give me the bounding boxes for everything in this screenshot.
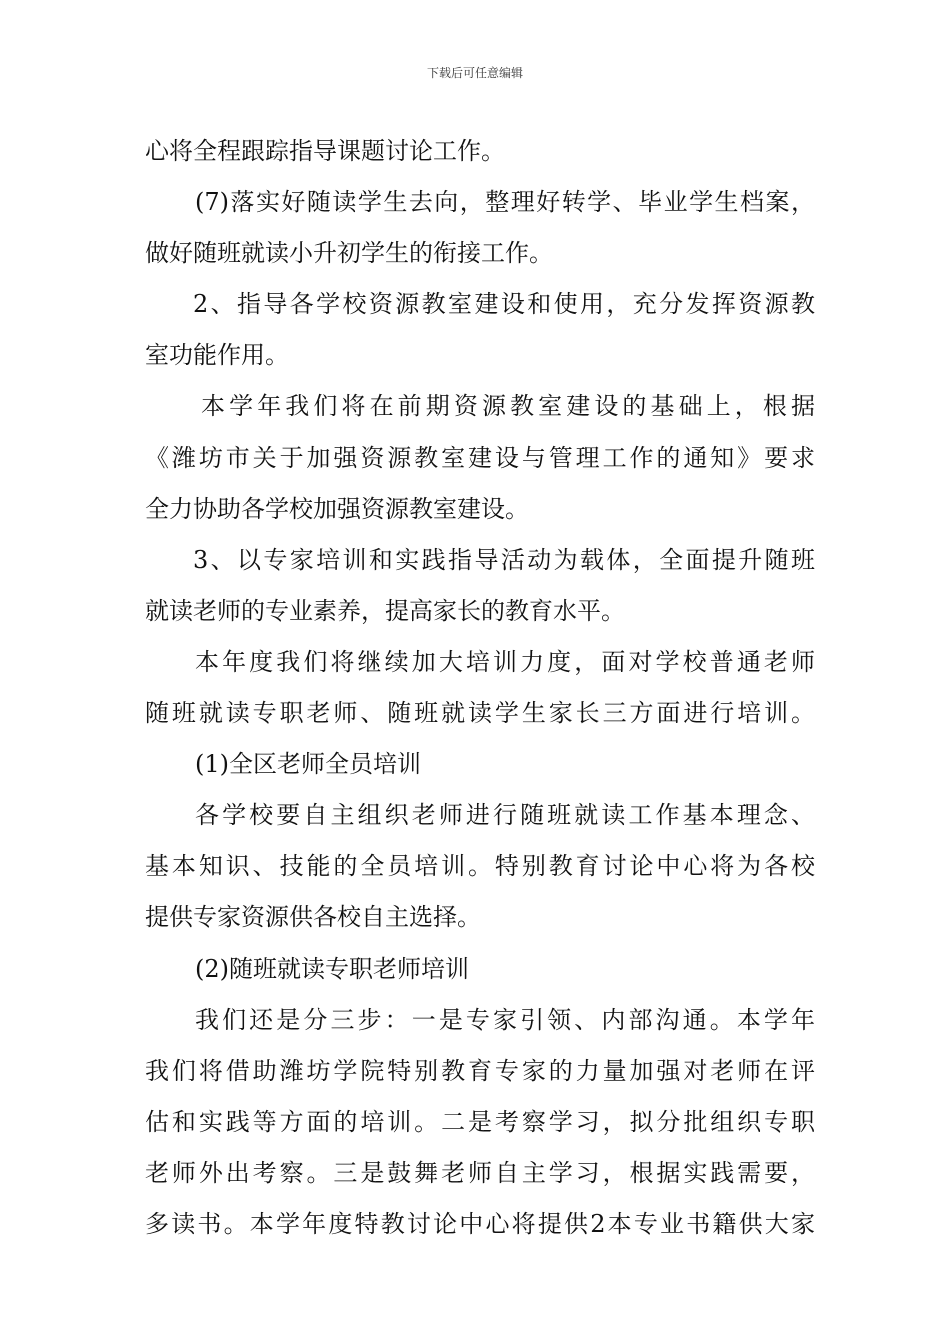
- text-line: 提供专家资源供各校自主选择。: [145, 903, 481, 932]
- text-line: 多读书。本学年度特教讨论中心将提供2本专业书籍供大家: [145, 1209, 815, 1238]
- page-header: 下载后可任意编辑: [426, 66, 523, 80]
- text-line: (7)落实好随读学生去向，整理好转学、毕业学生档案，: [195, 188, 815, 217]
- text-line: 心将全程跟踪指导课题讨论工作。: [145, 137, 505, 165]
- text-line: 我们还是分三步：一是专家引领、内部沟通。本学年: [195, 1005, 815, 1034]
- text-line: 2、指导各学校资源教室建设和使用，充分发挥资源教: [193, 290, 815, 319]
- text-line: 《潍坊市关于加强资源教室建设与管理工作的通知》要求: [145, 443, 815, 472]
- text-line: 室功能作用。: [145, 341, 289, 370]
- text-line: 随班就读专职老师、随班就读学生家长三方面进行培训。: [145, 699, 815, 728]
- text-line: 老师外出考察。三是鼓舞老师自主学习，根据实践需要，: [145, 1158, 815, 1187]
- text-line: 估和实践等方面的培训。二是考察学习，拟分批组织专职: [145, 1107, 815, 1136]
- text-line: 我们将借助潍坊学院特别教育专家的力量加强对老师在评: [145, 1056, 815, 1085]
- document-body: [145, 126, 815, 1250]
- text-line: (2)随班就读专职老师培训: [195, 954, 469, 983]
- text-line: 本学年我们将在前期资源教室建设的基础上，根据: [201, 392, 815, 421]
- text-line: 做好随班就读小升初学生的衔接工作。: [145, 239, 553, 268]
- text-line: 基本知识、技能的全员培训。特别教育讨论中心将为各校: [145, 852, 815, 881]
- text-line: (1)全区老师全员培训: [195, 750, 421, 779]
- text-line: 就读老师的专业素养，提高家长的教育水平。: [145, 596, 625, 625]
- text-line: 3、以专家培训和实践指导活动为载体，全面提升随班: [193, 545, 815, 574]
- text-line: 全力协助各学校加强资源教室建设。: [145, 494, 529, 523]
- text-line: 本年度我们将继续加大培训力度，面对学校普通老师: [195, 647, 815, 676]
- text-line: 各学校要自主组织老师进行随班就读工作基本理念、: [195, 801, 815, 830]
